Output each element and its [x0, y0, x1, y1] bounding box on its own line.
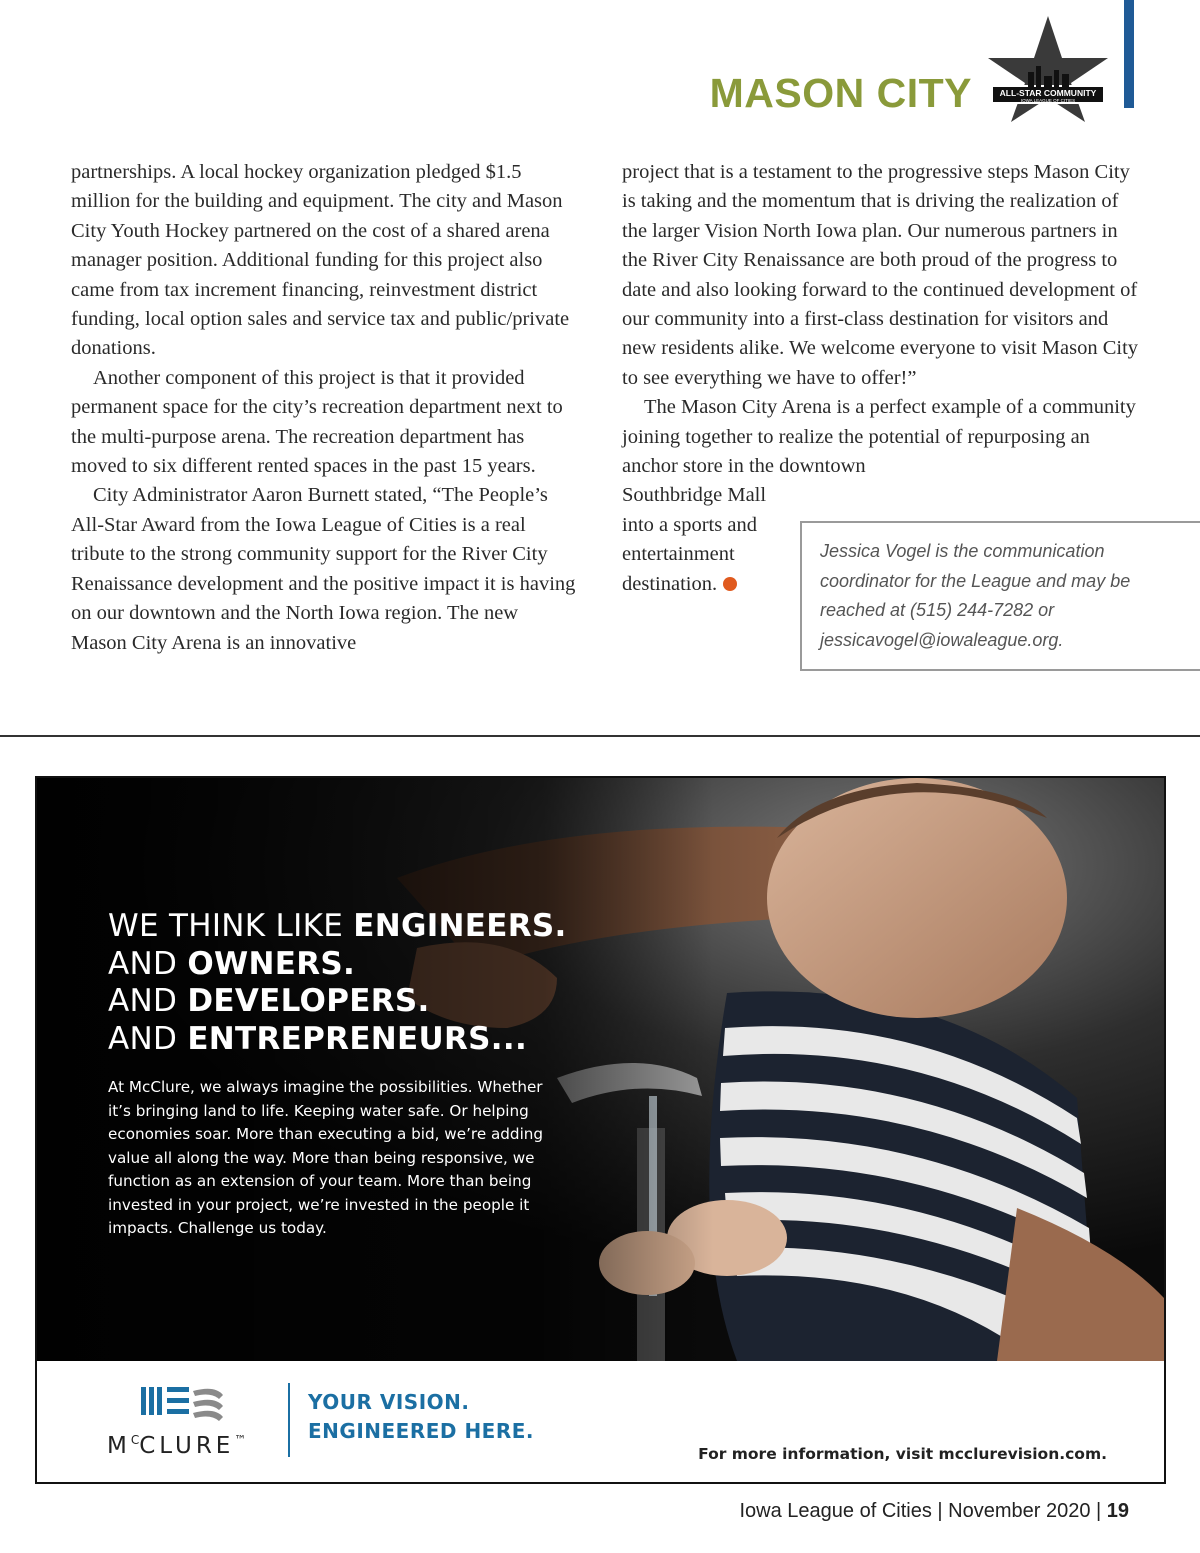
wordmark-text: M [107, 1433, 131, 1459]
mcclure-wordmark [107, 1433, 246, 1459]
section-divider [0, 735, 1200, 737]
ad-headline-text: WE THINK LIKE [108, 908, 354, 944]
article-left-column [71, 158, 579, 658]
author-bio-box [800, 521, 1200, 671]
mcclure-logo-icon [135, 1383, 227, 1423]
ad-headline-text: AND [108, 945, 188, 982]
page-number: 19 [1106, 1500, 1129, 1522]
mcclure-advertisement [35, 776, 1166, 1484]
article-paragraph: project that is a testament to the progressive steps Mason City is taking and the momentum that is driving the realization of the larger Vision North Iowa plan. Our numerous partners in the River City Renaissance are both proud of the progress to date and also looking forward to the continued development of our community into a first-class destination for visitors and new residents alike. We welcome everyone to visit Mason City to see everything we have to offer!” [622, 161, 1139, 389]
publication-info: Iowa League of Cities | November 2020 | [739, 1500, 1107, 1522]
header-accent-bar [1124, 0, 1134, 108]
section-title: MASON CITY [709, 70, 972, 116]
trademark-symbol: ™ [234, 1433, 247, 1447]
ad-headline-emphasis: ENGINEERS. [353, 908, 567, 944]
ad-headline-text: AND [108, 983, 188, 1019]
ad-tagline [308, 1388, 534, 1446]
article-line: Southbridge Mall [622, 484, 767, 507]
badge-label: ALL-STAR COMMUNITY [999, 88, 1097, 98]
article-paragraph: partnerships. A local hockey organization pledged $1.5 million for the building and equipment. The city and Mason City Youth Hockey partnered on the cost of a shared arena manager position. Additional funding for this project also came from tax increment financing, reinvestment district funding, local option sales and service tax and public/private donations. [71, 161, 570, 360]
article-paragraph: City Administrator Aaron Burnett stated, “The People’s All-Star Award from the Iowa League of Cities is a real tribute to the strong community support for the River City Renaissance development and the positive impact it is having on our downtown and the North Iowa region. The new Mason City Arena is an innovative [71, 484, 576, 654]
all-star-community-badge [984, 14, 1112, 124]
article-line: destination. [622, 572, 718, 595]
logo-divider [288, 1383, 290, 1457]
ad-headline-emphasis: DEVELOPERS. [187, 983, 430, 1019]
end-of-article-mark-icon [723, 577, 737, 591]
ad-body-copy: At McClure, we always imagine the possibilities. Whether it’s bringing land to life. Keeping water safe. Or helping economies soar. More than executing a bid, we’re adding value all along the way. More than being responsive, we function as an extension of your team. More than being invested in your project, we’re invested in the people it impacts. Challenge us today. [108, 1078, 544, 1237]
article-closing-lines [622, 481, 782, 599]
article-line: into a sports and [622, 513, 757, 536]
wordmark-text: CLURE [139, 1433, 235, 1459]
ad-headline-emphasis: ENTREPRENEURS... [187, 1020, 528, 1057]
tagline-line: ENGINEERED HERE. [308, 1419, 535, 1443]
tagline-line: YOUR VISION. [308, 1390, 470, 1414]
ad-footer [37, 1361, 1164, 1482]
author-bio-text: Jessica Vogel is the communication coordinator for the League and may be reached at (515) 244-7282 or jessicavogel@iowaleague.org. [820, 541, 1131, 650]
page-footer [739, 1500, 1129, 1523]
article-paragraph: The Mason City Arena is a perfect example of a community joining together to realize the potential of repurposing an anchor store in the downtown [622, 396, 1136, 478]
ad-more-info-link[interactable]: For more information, visit mcclurevision.com. [698, 1445, 1107, 1463]
ad-headline-emphasis: OWNERS. [187, 945, 356, 982]
badge-sublabel: IOWA LEAGUE OF CITIES [1020, 98, 1076, 103]
ad-photo-baby-at-faucet [37, 778, 1164, 1361]
wordmark-superscript: C [130, 1433, 140, 1447]
article-line: entertainment [622, 543, 735, 566]
ad-headline-text: AND [108, 1020, 188, 1057]
article-paragraph: Another component of this project is that it provided permanent space for the city’s recreation department next to the multi-purpose arena. The recreation department has moved to six different rented spaces in the past 15 years. [71, 366, 563, 478]
ad-headline [108, 908, 567, 1058]
